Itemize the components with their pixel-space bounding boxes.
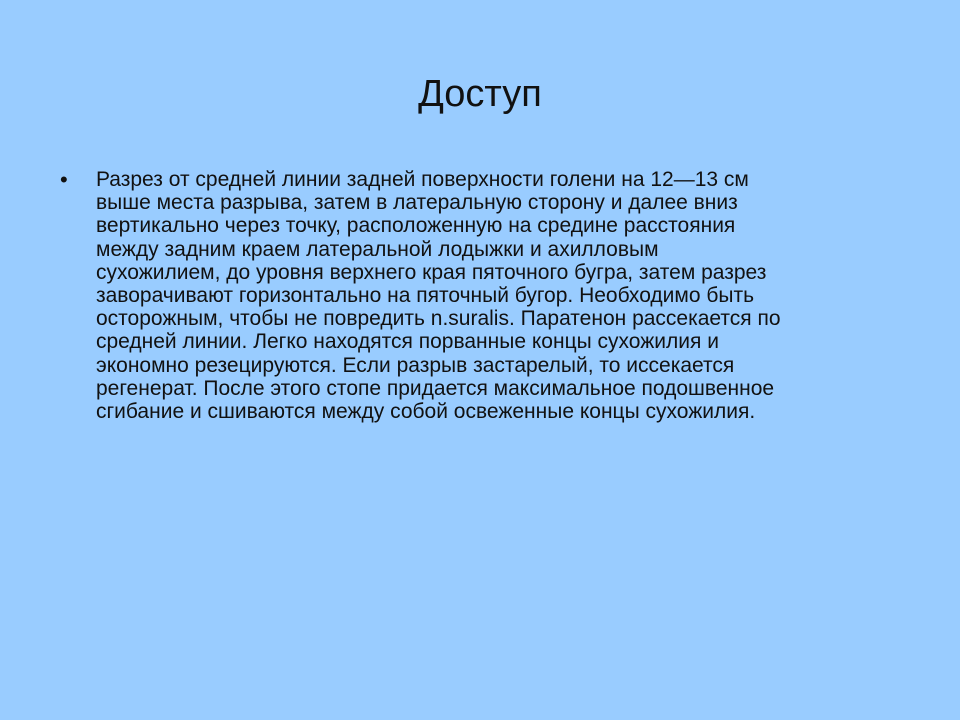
bullet-marker: • [60,167,68,192]
bullet-text: Разрез от средней линии задней поверхности голени на 12—13 см выше места разрыва, затем в латеральную сторону и далее вниз вертикально через точку, расположенную на средине расстояния между задним краем латеральной лодыжки и ахилловым сухожилием, до уровня верхнего края пяточного бугра, затем разрез заворачивают горизонтально на пяточный бугор. Необходимо быть осторожным, чтобы не повредить n.suralis. Паратенон рассекается по средней линии. Легко находятся порванные концы сухожилия и экономно резецируются. Если разрыв застарелый, то иссекается регенерат. После этого стопе придается максимальное подошвенное сгибание и сшиваются между собой освеженные концы сухожилия. [96,168,781,424]
slide-title: Доступ [418,73,542,115]
bullet-item [48,168,788,423]
bullet-list [48,168,788,423]
